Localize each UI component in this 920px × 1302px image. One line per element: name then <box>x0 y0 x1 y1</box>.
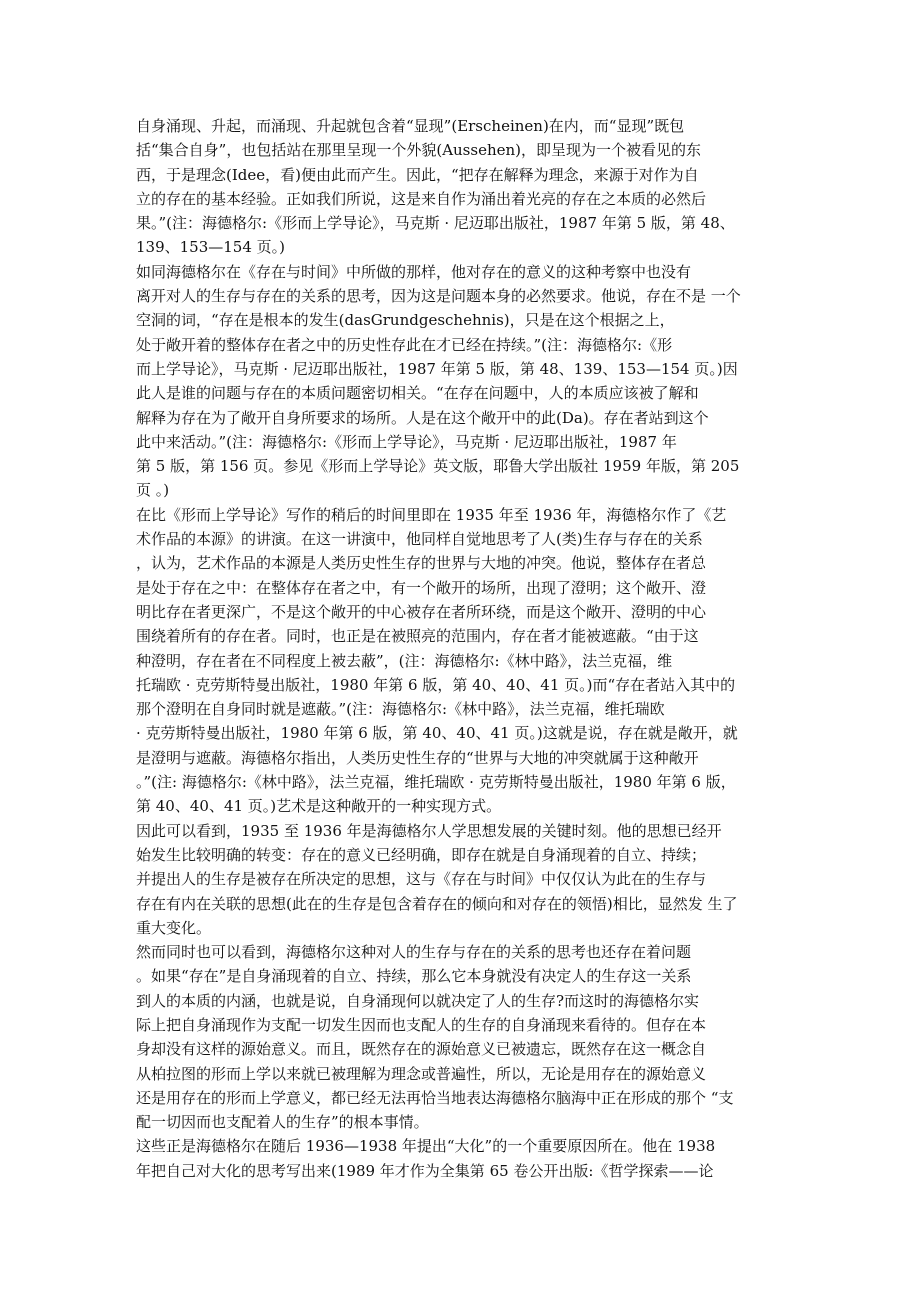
text-line: 。如果“存在”是自身涌现着的自立、持续，那么它本身就没有决定人的生存这一关系 <box>136 967 692 986</box>
text-line: 存在有内在关联的思想(此在的生存是包含着存在的倾向和对存在的领悟)相比，显然发 生了 <box>136 894 738 913</box>
text-line: 并提出人的生存是被存在所决定的思想，这与《存在与时间》中仅仅认为此在的生存与 <box>136 870 707 889</box>
text-line: 空洞的词，“存在是根本的发生(dasGrundgeschehnis)，只是在这个根据之上， <box>136 311 675 330</box>
text-line: 重大变化。 <box>136 918 212 937</box>
text-line: 术作品的本源》的讲演。在这一讲演中，他同样自觉地思考了人(类)生存与存在的关系 <box>136 530 703 549</box>
text-line: 托瑞欧 · 克劳斯特曼出版社，1980 年第 6 版，第 40、40、41 页。)而“存在者站入其中的 <box>136 675 736 694</box>
text-line: 此人是谁的问题与存在的本质问题密切相关。“在存在问题中，人的本质应该被了解和 <box>136 384 699 403</box>
text-line: 立的存在的基本经验。正如我们所说，这是来自作为涌出着光亮的存在之本质的必然后 <box>136 189 707 208</box>
text-line: 是处于存在之中：在整体存在者之中，有一个敞开的场所，出现了澄明；这个敞开、澄 <box>136 578 707 597</box>
text-line: 括“集合自身”，也包括站在那里呈现一个外貌(Aussehen)，即呈现为一个被看见的东 <box>136 141 702 160</box>
text-line: 处于敞开着的整体存在者之中的历史性存此在才已经在持续。”(注：海德格尔:《形 <box>136 335 673 354</box>
text-line: 第 5 版，第 156 页。参见《形而上学导论》英文版，耶鲁大学出版社 1959 年版，第 205 <box>136 457 740 476</box>
text-line: 始发生比较明确的转变：存在的意义已经明确，即存在就是自身涌现着的自立、持续； <box>136 845 707 864</box>
text-line: 如同海德格尔在《存在与时间》中所做的那样，他对存在的意义的这种考察中也没有 <box>136 262 692 281</box>
text-line: 然而同时也可以看到，海德格尔这种对人的生存与存在的关系的思考也还存在着问题 <box>136 943 692 962</box>
body-text <box>136 114 796 1183</box>
text-line: 而上学导论》，马克斯 · 尼迈耶出版社，1987 年第 5 版，第 48、139、153—154 页。)因 <box>136 359 738 378</box>
text-line: 到人的本质的内涵，也就是说，自身涌现何以就决定了人的生存?而这时的海德格尔实 <box>136 991 700 1010</box>
text-line: 是澄明与遮蔽。海德格尔指出，人类历史性生存的“世界与大地的冲突就属于这种敞开 <box>136 748 699 767</box>
text-line: 年把自己对大化的思考写出来(1989 年才作为全集第 65 卷公开出版:《哲学探索——论 <box>136 1161 714 1180</box>
text-line: 明比存在者更深广，不是这个敞开的中心被存在者所环绕，而是这个敞开、澄明的中心 <box>136 602 707 621</box>
text-line: 139、153—154 页。) <box>136 238 286 257</box>
text-line: 果。”(注：海德格尔:《形而上学导论》，马克斯 · 尼迈耶出版社，1987 年第 5 版，第 48、 <box>136 214 735 233</box>
text-line: 还是用存在的形而上学意义，都已经无法再恰当地表达海德格尔脑海中正在形成的那个 “支 <box>136 1088 734 1107</box>
text-line: 这些正是海德格尔在随后 1936—1938 年提出“大化”的一个重要原因所在。他在 1938 <box>136 1137 716 1156</box>
text-line: ，认为，艺术作品的本源是人类历史性生存的世界与大地的冲突。他说，整体存在者总 <box>136 554 707 573</box>
text-line: 页 。) <box>136 481 170 500</box>
text-line: 此中来活动。”(注：海德格尔:《形而上学导论》，马克斯 · 尼迈耶出版社，1987 年 <box>136 432 677 451</box>
text-line: · 克劳斯特曼出版社，1980 年第 6 版，第 40、40、41 页。)这就是说，存在就是敞开，就 <box>136 724 738 743</box>
text-line: 从柏拉图的形而上学以来就已被理解为理念或普遍性，所以，无论是用存在的源始意义 <box>136 1064 707 1083</box>
text-line: 离开对人的生存与存在的关系的思考，因为这是问题本身的必然要求。他说，存在不是 一个 <box>136 287 741 306</box>
text-line: 种澄明，存在者在不同程度上被去蔽”，(注：海德格尔:《林中路》，法兰克福，维 <box>136 651 673 670</box>
text-line: 那个澄明在自身同时就是遮蔽。”(注：海德格尔:《林中路》，法兰克福，维托瑞欧 <box>136 700 665 719</box>
text-line: 配一切因而也支配着人的生存”的根本事情。 <box>136 1113 429 1132</box>
text-line: 。”(注: 海德格尔:《林中路》，法兰克福，维托瑞欧 · 克劳斯特曼出版社，1980 年第 6 版， <box>136 773 736 792</box>
text-line: 第 40、40、41 页。)艺术是这种敞开的一种实现方式。 <box>136 797 502 816</box>
text-line: 自身涌现、升起，而涌现、升起就包含着“显现”(Erscheinen)在内，而“显现”既包 <box>136 117 685 135</box>
text-line: 在比《形而上学导论》写作的稍后的时间里即在 1935 年至 1936 年，海德格尔作了《艺 <box>136 505 727 524</box>
text-line: 西，于是理念(Idee，看)便由此而产生。因此，“把存在解释为理念，来源于对作为自 <box>136 165 699 184</box>
text-line: 解释为存在为了敞开自身所要求的场所。人是在这个敞开中的此(Da)。存在者站到这个 <box>136 408 709 427</box>
text-line: 围绕着所有的存在者。同时，也正是在被照亮的范围内，存在者才能被遮蔽。“由于这 <box>136 627 699 646</box>
text-line: 身却没有这样的源始意义。而且，既然存在的源始意义已被遗忘，既然存在这一概念自 <box>136 1040 707 1059</box>
text-line: 际上把自身涌现作为支配一切发生因而也支配人的生存的自身涌现来看待的。但存在本 <box>136 1015 707 1034</box>
text-line: 因此可以看到，1935 至 1936 年是海德格尔人学思想发展的关键时刻。他的思想已经开 <box>136 821 722 840</box>
